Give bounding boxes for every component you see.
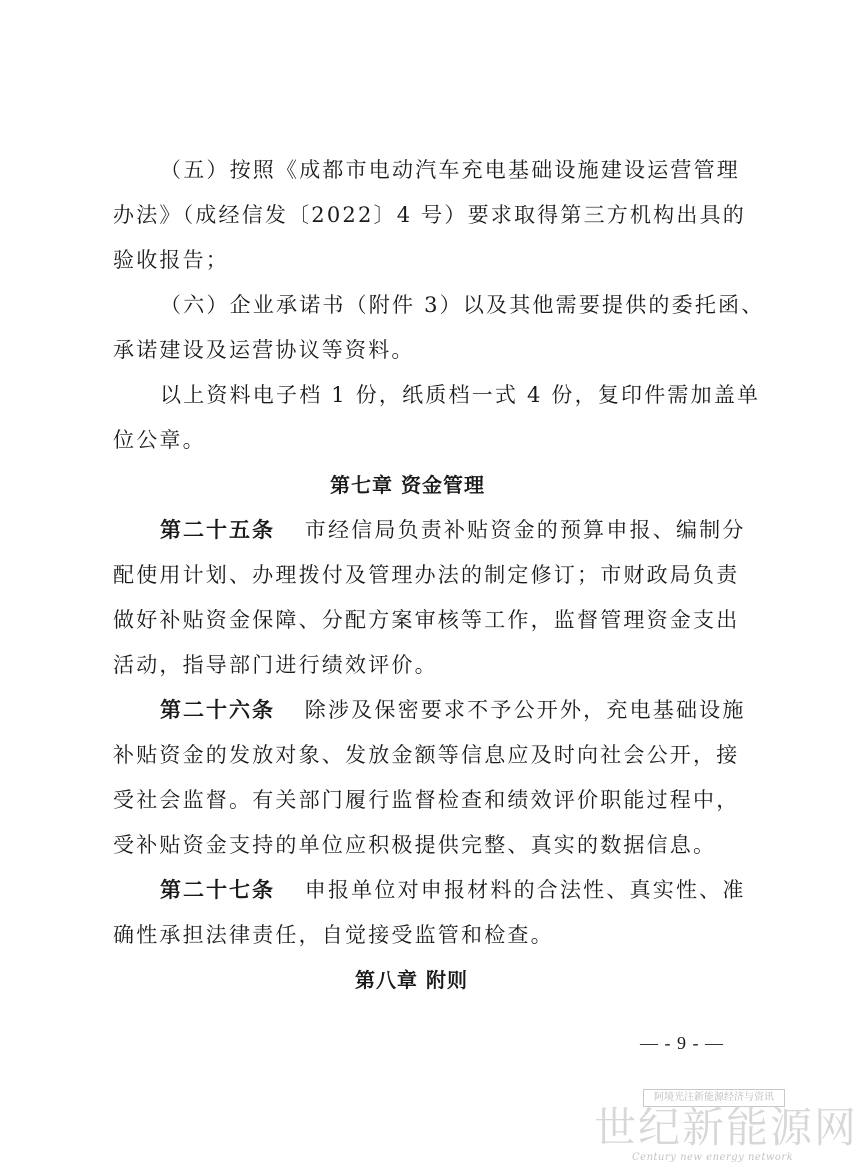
text-line: 受社会监督。有关部门履行监督检查和绩效评价职能过程中，: [113, 788, 740, 812]
text-line: 位公章。: [113, 428, 206, 452]
article-27-text: 申报单位对申报材料的合法性、真实性、准: [304, 878, 746, 902]
article-25-first-line: [160, 516, 746, 544]
article-27-first-line: [160, 876, 746, 904]
watermark-subtitle: Century new energy network: [632, 1152, 794, 1163]
text-line: 活动，指导部门进行绩效评价。: [113, 653, 438, 677]
text-line: 受补贴资金支持的单位应积极提供完整、真实的数据信息。: [113, 833, 717, 857]
text-line: （五）按照《成都市电动汽车充电基础设施建设运营管理: [160, 158, 740, 182]
article-26-first-line: [160, 696, 746, 724]
text-line: 配使用计划、办理拨付及管理办法的制定修订；市财政局负责: [113, 563, 740, 587]
article-25-text: 市经信局负责补贴资金的预算申报、编制分: [304, 518, 746, 542]
text-line: 补贴资金的发放对象、发放金额等信息应及时向社会公开，接: [113, 743, 740, 767]
article-26-text: 除涉及保密要求不予公开外，充电基础设施: [304, 698, 746, 722]
text-line: 以上资料电子档 1 份，纸质档一式 4 份，复印件需加盖单: [160, 383, 761, 407]
article-26-label: 第二十六条: [160, 698, 275, 722]
page-number: — - 9 - —: [640, 1033, 724, 1053]
text-line: 验收报告；: [113, 248, 229, 272]
watermark-caption: 阿境光注新能源经济与资讯: [643, 1089, 785, 1107]
article-27-label: 第二十七条: [160, 878, 275, 902]
watermark-logo: 世纪新能源网: [594, 1103, 858, 1152]
chapter-7-heading: 第七章 资金管理: [330, 473, 485, 497]
text-line: 办法》（成经信发〔2022〕4 号）要求取得第三方机构出具的: [113, 203, 746, 227]
text-line: 承诺建设及运营协议等资料。: [113, 338, 415, 362]
text-line: （六）企业承诺书（附件 3）以及其他需要提供的委托函、: [160, 293, 765, 317]
chapter-8-heading: 第八章 附则: [355, 968, 468, 992]
text-line: 确性承担法律责任，自觉接受监管和检查。: [113, 923, 554, 947]
article-25-label: 第二十五条: [160, 518, 275, 542]
text-line: 做好补贴资金保障、分配方案审核等工作，监督管理资金支出: [113, 608, 740, 632]
